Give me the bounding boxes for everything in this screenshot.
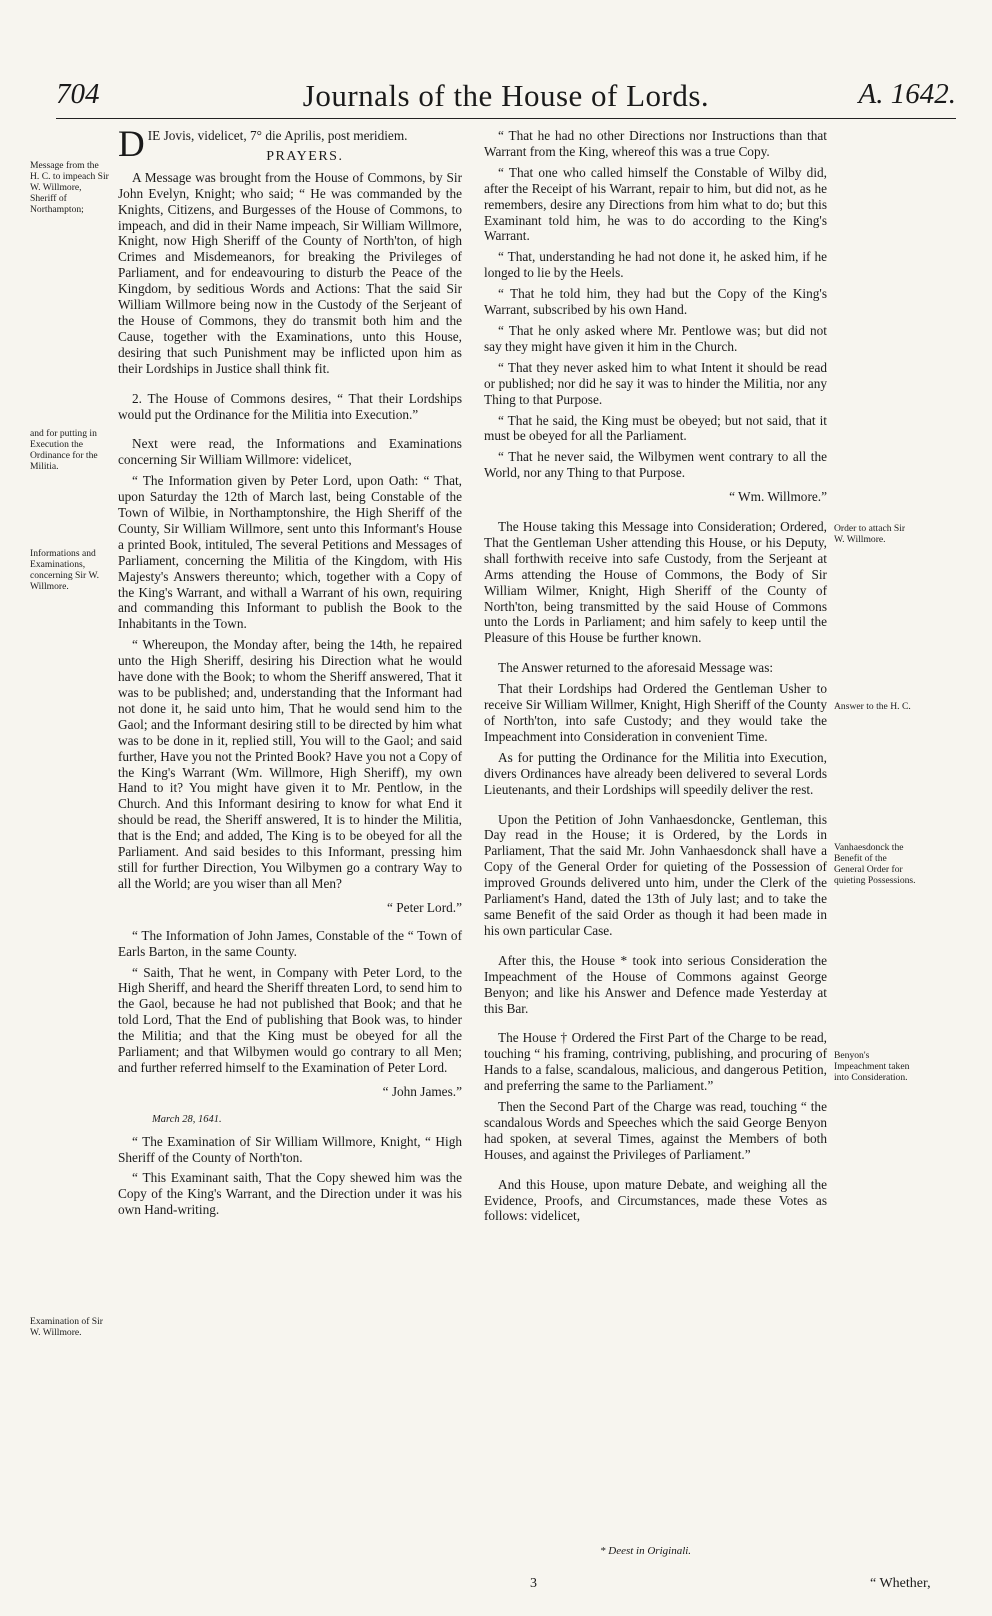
- paragraph-text: “ Wm. Willmore.”: [729, 489, 827, 505]
- footnote: * Deest in Originali.: [600, 1545, 692, 1557]
- paragraph: [118, 170, 462, 377]
- paragraph: [484, 519, 827, 646]
- paragraph-text: IE Jovis, videlicet, 7° die Aprilis, post meridiem.: [147, 128, 408, 143]
- paragraph: [118, 900, 462, 916]
- paragraph-text: And this House, upon mature Debate, and weighing all the Evidence, Proofs, and Circumstances, made these Votes as follows: videlicet,: [484, 1176, 827, 1224]
- margin-note: Informations and Examinations, concerning Sir W. Willmore.: [30, 548, 100, 592]
- paragraph: [118, 436, 462, 468]
- paragraph: [484, 660, 827, 676]
- paragraph-text: PRAYERS.: [266, 148, 344, 164]
- catchword: “ Whether,: [870, 1576, 931, 1591]
- paragraph: [118, 473, 462, 632]
- left-column: [118, 124, 463, 1223]
- paragraph-text: “ That he said, the King must be obeyed; but not said, that it must be obeyed for all the Parliament.: [484, 412, 827, 444]
- paragraph: [118, 391, 462, 423]
- paragraph-text: As for putting the Ordinance for the Militia into Execution, divers Ordinances have already been delivered to several Lords Lieutenants, and their Lordships will speedily deliver the rest.: [484, 749, 827, 797]
- paragraph: [118, 149, 462, 165]
- paragraph-text: That their Lordships had Ordered the Gentleman Usher to receive Sir William Willmer, Knight, High Sheriff of the County of North'ton, into safe Custody; and they would take the Impeachment into Consideration in convenient Time.: [484, 681, 827, 744]
- paragraph: [118, 1134, 462, 1166]
- paragraph-text: “ This Examinant saith, That the Copy shewed him was the Copy of the King's Warrant, and the Direction under it was his own Hand-writing.: [118, 1170, 462, 1218]
- paragraph-text: After this, the House * took into serious Consideration the Impeachment of the House of Commons against George Benyon; and like his Answer and Defence made Yesterday at this Bar.: [484, 952, 827, 1016]
- paragraph-text: “ Saith, That he went, in Company with Peter Lord, to the High Sheriff, and heard the Sheriff threaten Lord, to send him to the Gaol, because he had not published that Book; and that he told Lord, That the End of publishing that Book was, to hinder the Militia; and that the King must be obeyed for all the Parliament; and that Wilbymen would go contrary to all Men; and further referred himself to the Examination of Peter Lord.: [118, 964, 462, 1075]
- paragraph-text: “ That they never asked him to what Intent it should be read or published; nor did he say it was to hinder the Militia, nor any Thing to that Purpose.: [484, 359, 827, 407]
- paragraph: [484, 812, 827, 939]
- paragraph-text: “ Peter Lord.”: [387, 899, 462, 915]
- paragraph: [484, 249, 827, 281]
- page-number: 704: [56, 78, 100, 110]
- page-year: A. 1642.: [858, 78, 956, 110]
- paragraph: [484, 1030, 827, 1094]
- margin-note: Vanhaesdonck the Benefit of the General Order for quieting Possessions.: [834, 842, 916, 886]
- paragraph-text: March 28, 1641.: [152, 1113, 222, 1125]
- paragraph: [484, 323, 827, 355]
- paragraph-text: 2. The House of Commons desires, “ That their Lordships would put the Ordinance for the Militia into Execution.”: [118, 390, 462, 422]
- right-column: [484, 128, 827, 1229]
- paragraph-text: “ The Information of John James, Constable of the “ Town of Earls Barton, in the same County.: [118, 927, 462, 959]
- drop-cap: D: [118, 124, 145, 165]
- paragraph-text: “ The Information given by Peter Lord, upon Oath: “ That, upon Saturday the 12th of March last, being Constable of the Town of Wilbie, in Northamptonshire, the High Sheriff of the County, Sir William Willmore, sent unto this Informant's House a printed Book, intituled, The several Petitions and Messages of Parliament, concerning the Militia of the Kingdom, with His Majesty's Answers thereunto; which, together with a Copy of the King's Warrant, and withall a Warrant of his own, requiring and commanding this Informant to publish the Book to the Inhabitants in the Town.: [118, 473, 462, 632]
- paragraph-text: “ That one who called himself the Constable of Wilby did, after the Receipt of his Warrant, repair to him, but did not, as he remembers, desire any Directions from him what to do; but this Examinant told him, he was to do according to the King's Warrant.: [484, 164, 827, 244]
- paragraph: [118, 1084, 462, 1100]
- paragraph: [484, 750, 827, 798]
- margin-note: Answer to the H. C.: [834, 701, 911, 712]
- paragraph-text: Next were read, the Informations and Examinations concerning Sir William Willmore: videlicet,: [118, 436, 462, 468]
- paragraph: [484, 413, 827, 445]
- paragraph: [118, 637, 462, 892]
- paragraph: [484, 165, 827, 245]
- paragraph: [118, 1170, 462, 1218]
- paragraph: [484, 360, 827, 408]
- paragraph-text: “ That he only asked where Mr. Pentlowe was; but did not say they might have given it him in the Church.: [484, 322, 827, 354]
- margin-note: Examination of Sir W. Willmore.: [30, 1316, 104, 1338]
- paragraph: [484, 1099, 827, 1163]
- paragraph: [484, 489, 827, 505]
- paragraph-text: Then the Second Part of the Charge was read, touching “ the scandalous Words and Speeches which the said George Benyon had spoken, at several Times, against the Members of both Houses, and against the Privileges of Parliament.”: [484, 1099, 827, 1162]
- paragraph-text: A Message was brought from the House of Commons, by Sir John Evelyn, Knight; who said; “ He was commanded by the Knights, Citizens, and Burgesses of the House of Commons, to impeach, and did in their Name impeach, Sir William Willmore, Knight, now High Sheriff of the County of North'ton, of high Crimes and Misdemeanors, for breaking the Privileges of Parliament, and for endeavouring to disturb the Peace of the Kingdom, by seditious Words and Actions: That the said Sir William Willmore being now in the Custody of the Serjeant of the House of Commons, they do transmit both him and the Cause, together with the Examinations, unto this House, desiring that such Punishment may be inflicted upon him as their Lordships in Justice shall think fit.: [118, 169, 462, 376]
- paragraph-text: The House taking this Message into Consideration; Ordered, That the Gentleman Usher attending this House, or his Deputy, shall forthwith receive into safe Custody, from the Serjeant at Arms attending the House of Commons, the Body of Sir William Wilmer, Knight, High Sheriff of the County of North'ton, being transmitted by the said House of Commons unto the Lords in Parliament; and him safely to keep until the Pleasure of this House be further known.: [484, 519, 827, 646]
- paragraph-text: The House † Ordered the First Part of the Charge to be read, touching “ his framing, contriving, publishing, and procuring of Hands to a false, scandalous, malicious, and dangerous Petition, and preferring the same to the Parliament.”: [484, 1030, 827, 1094]
- paragraph: [118, 965, 462, 1076]
- margin-note: Message from the H. C. to impeach Sir W. Willmore, Sheriff of Northampton;: [30, 160, 109, 215]
- paragraph-text: The Answer returned to the aforesaid Message was:: [498, 660, 774, 676]
- paragraph: [484, 681, 827, 745]
- paragraph-text: “ The Examination of Sir William Willmore, Knight, “ High Sheriff of the County of North'ton.: [118, 1133, 462, 1165]
- running-header: [56, 78, 956, 119]
- paragraph-text: Upon the Petition of John Vanhaesdoncke, Gentleman, this Day read in the House; it is Ordered, by the Lords in Parliament, That the said Mr. John Vanhaesdonck shall have a Copy of the General Order for quieting of the Possession of improved Grounds delivered unto him, under the Clerk of the Parliament's Hand, dated the 13th of July last; and to take the same Benefit of the said Order as though it had been made in his own particular Case.: [484, 811, 827, 938]
- paragraph: [484, 953, 827, 1017]
- margin-note: Order to attach Sir W. Willmore.: [834, 523, 906, 545]
- margin-note: and for putting in Execution the Ordinance for the Militia.: [30, 428, 98, 472]
- margin-note: Benyon's Impeachment taken into Consideration.: [834, 1050, 910, 1083]
- signature-mark: 3: [530, 1576, 537, 1591]
- paragraph-text: “ That, understanding he had not done it, he asked him, if he longed to lie by the Heels.: [484, 249, 827, 281]
- page-title: Journals of the House of Lords.: [302, 78, 710, 113]
- paragraph-text: “ Whereupon, the Monday after, being the 14th, he repaired unto the High Sheriff, desiring his Direction what he would have done with the Book; to whom the Sheriff answered, That it was to be published; and, understanding that the Informant had not done it, he said unto him, That he would send him to the Gaol; and the Informant desiring still to be directed by him what was to be done in it, replied still, You will to the Gaol; and said further, Have you not the Printed Book? Have you not a Copy of the King's Warrant (Wm. Willmore, High Sheriff), my own Hand to it? You might have given it to Mr. Pentlow, in the Church. And this Informant desiring to know for what End it should be read, the Sheriff answered, It is to hinder the Militia, that is the End; and added, The King is to be obeyed for all the Parliament. And said besides to this Informant, pressing him still for further Direction, You Wilbymen go a contrary Way to all the World; are you wiser than all Men?: [118, 637, 463, 891]
- paragraph: [484, 286, 827, 318]
- paragraph-text: “ John James.”: [382, 1083, 462, 1099]
- paragraph: [118, 928, 462, 960]
- paragraph: [484, 128, 827, 160]
- paragraph: [484, 1177, 827, 1225]
- paragraph-text: “ That he told him, they had but the Copy of the King's Warrant, subscribed by his own Hand.: [484, 286, 827, 318]
- paragraph-text: “ That he never said, the Wilbymen went contrary to all the World, nor any Thing to that Purpose.: [484, 449, 827, 481]
- paragraph-text: “ That he had no other Directions nor Instructions than that Warrant from the King, whereof this was a true Copy.: [484, 128, 827, 159]
- paragraph: [484, 449, 827, 481]
- paragraph: [152, 1112, 462, 1128]
